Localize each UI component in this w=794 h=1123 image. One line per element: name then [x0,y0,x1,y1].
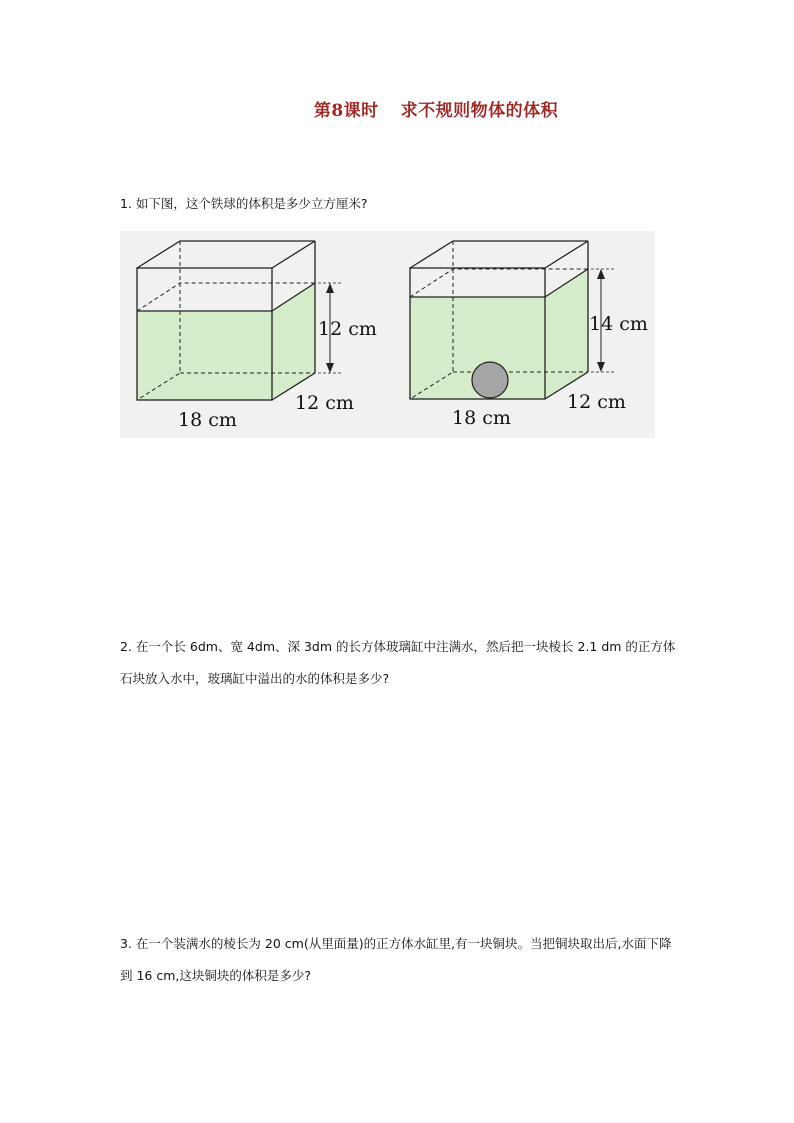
iron-ball [472,362,508,398]
right-width-label: 12 cm [567,391,626,413]
question-2 [120,631,680,695]
question-number: 1. [120,196,132,211]
left-width-label: 12 cm [295,392,354,414]
question-3 [120,928,680,992]
question-1 [120,188,680,220]
tank-diagram [120,231,655,438]
question-number: 2. [120,639,132,654]
right-length-label: 18 cm [452,407,511,429]
left-length-label: 18 cm [178,409,237,431]
right-water-height-label: 14 cm [589,313,648,335]
left-water-height-label: 12 cm [318,318,377,340]
question-text: 在一个装满水的棱长为 20 cm(从里面量)的正方体水缸里,有一块铜块。当把铜块取出后,水面下降到 16 cm,这块铜块的体积是多少? [120,936,672,983]
left-tank [137,241,377,431]
question-text: 在一个长 6dm、宽 4dm、深 3dm 的长方体玻璃缸中注满水，然后把一块棱长 2.1 dm 的正方体石块放入水中，玻璃缸中溢出的水的体积是多少? [120,639,676,686]
right-tank [410,241,648,429]
page-title [0,96,794,121]
question-text: 如下图，这个铁球的体积是多少立方厘米? [135,196,368,211]
tank-figure [120,231,655,438]
lesson-number: 第8课时 [313,101,379,121]
question-number: 3. [120,936,132,951]
lesson-topic: 求不规则物体的体积 [400,101,559,121]
